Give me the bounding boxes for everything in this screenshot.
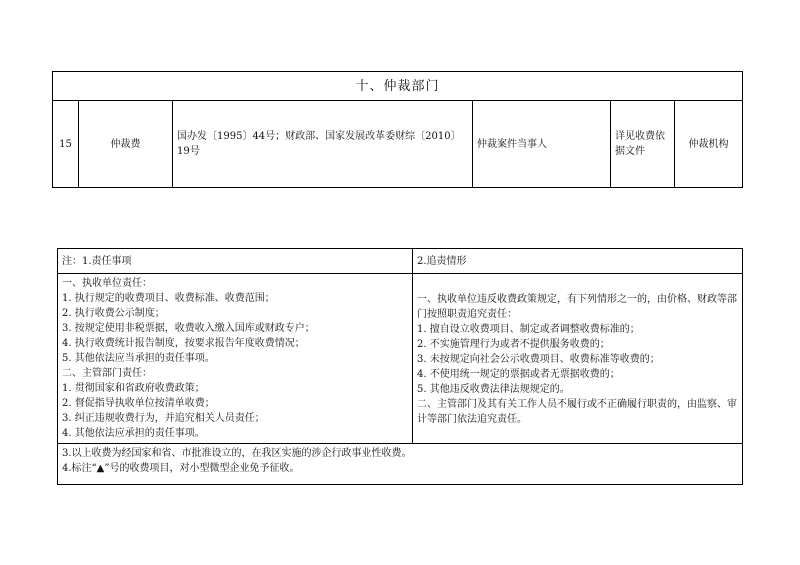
- list-item: 2. 督促指导执收单位按清单收费；: [62, 398, 215, 409]
- list-item: 1. 擅自设立收费项目、制定或者调整收费标准的；: [417, 324, 640, 335]
- list-item: 1. 贯彻国家和省政府收费政策；: [62, 383, 205, 394]
- list-item: 二、主管部门责任：: [62, 368, 152, 379]
- list-item: 2. 执行收费公示制度；: [62, 308, 165, 319]
- fee-number: 15: [53, 101, 79, 188]
- table-row: [53, 101, 743, 188]
- responsibility-header: 注：1.责任事项: [58, 249, 413, 274]
- fee-name: 仲裁费: [79, 101, 173, 188]
- list-item: 5. 其他依法应当承担的责任事项。: [62, 353, 215, 364]
- fee-standard: 详见收费依据文件: [611, 101, 675, 188]
- list-item: 1. 执行规定的收费项目、收费标准、收费范围；: [62, 293, 275, 304]
- fee-table: [52, 71, 743, 188]
- list-item: 4. 执行收费统计报告制度，按要求报告年度收费情况；: [62, 338, 305, 349]
- section-title: 十、仲裁部门: [53, 72, 743, 101]
- fee-agency: 仲裁机构: [675, 101, 743, 188]
- notes-table: [57, 248, 743, 485]
- footer-note: 4.标注“▲”号的收费项目，对小型微型企业免予征收。: [62, 463, 300, 474]
- list-item: 3. 纠正违规收费行为，并追究相关人员责任；: [62, 413, 265, 424]
- footer-notes: [58, 444, 743, 485]
- accountability-outro: 二、主管部门及其有关工作人员不履行或不正确履行职责的，由监察、审计等部门依法追究责任。: [417, 399, 737, 425]
- list-item: 2. 不实施管理行为或者不提供服务收费的；: [417, 339, 610, 350]
- list-item: 一、执收单位责任：: [62, 278, 152, 289]
- fee-basis: 国办发〔1995〕44号；财政部、国家发展改革委财综〔2010〕19号: [173, 101, 473, 188]
- list-item: 5. 其他违反收费法律法规规定的。: [417, 384, 570, 395]
- fee-payer: 仲裁案件当事人: [473, 101, 611, 188]
- list-item: 4. 不使用统一规定的票据或者无票据收费的；: [417, 369, 620, 380]
- list-item: 3. 按规定使用非税票据，收费收入缴入国库或财政专户；: [62, 323, 315, 334]
- accountability-list: [413, 274, 743, 444]
- accountability-intro: 一、执收单位违反收费政策规定，有下列情形之一的，由价格、财政等部门按照职责追究责任：: [417, 294, 737, 320]
- list-item: 4. 其他依法应承担的责任事项。: [62, 428, 205, 439]
- accountability-header: 2.追责情形: [413, 249, 743, 274]
- footer-note: 3.以上收费为经国家和省、市批准设立的，在我区实施的涉企行政事业性收费。: [62, 448, 412, 459]
- list-item: 3. 未按规定向社会公示收费项目、收费标准等收费的；: [417, 354, 660, 365]
- responsibility-list: [58, 274, 413, 444]
